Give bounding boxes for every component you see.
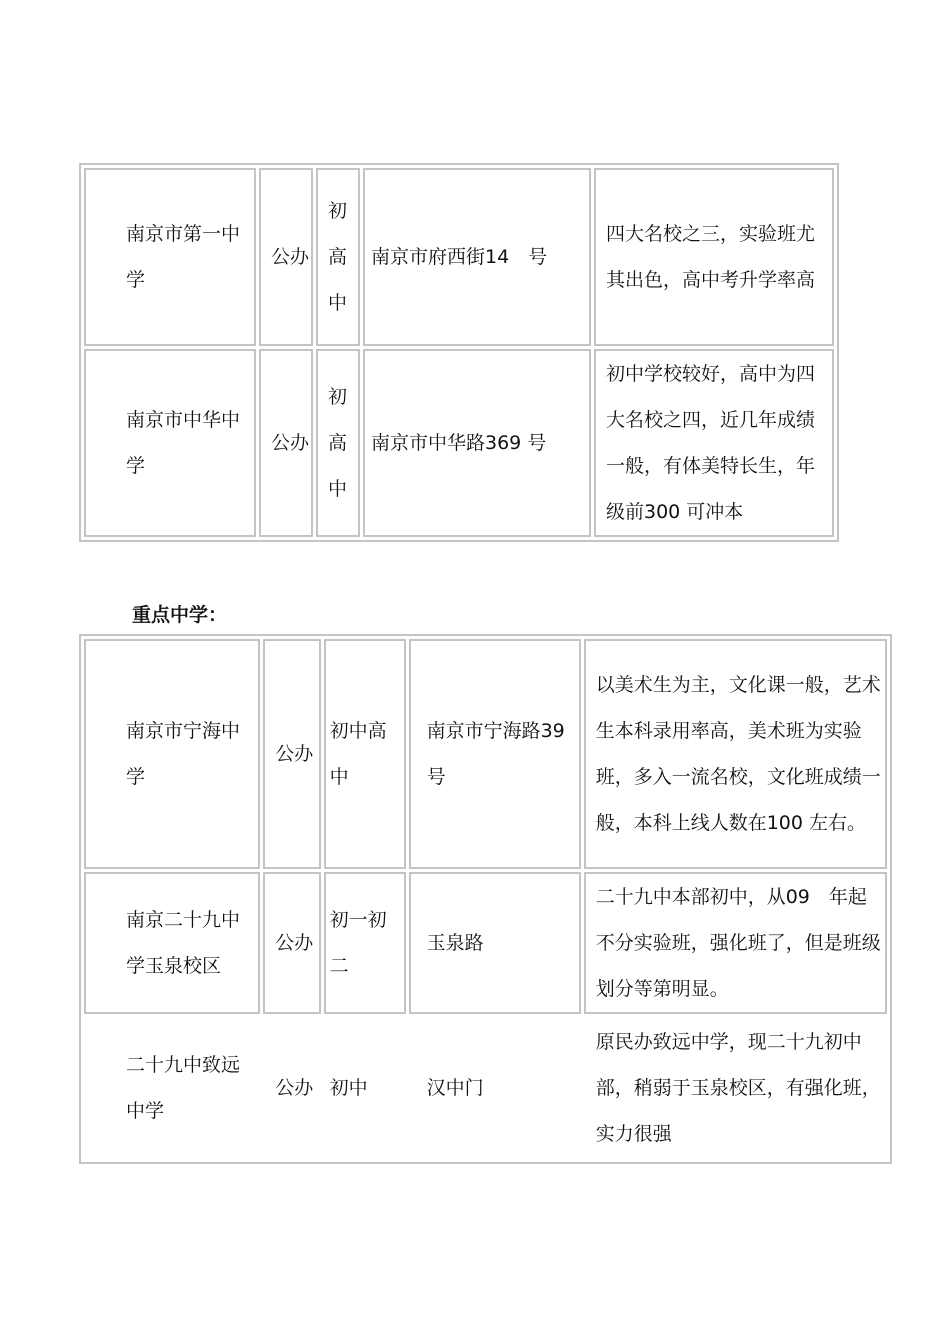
table-row <box>84 349 834 537</box>
school-level-cell <box>316 349 360 537</box>
school-level-text: 初高中 <box>328 200 348 314</box>
school-table-top <box>79 163 839 542</box>
school-name-cell: 南京市宁海中学 <box>84 639 260 869</box>
school-level-text: 初高中 <box>328 386 348 500</box>
school-address-cell: 玉泉路 <box>409 872 581 1014</box>
school-type-cell: 公办 <box>263 639 320 869</box>
school-level-cell <box>316 168 360 346</box>
school-note-cell: 原民办致远中学，现二十九初中部，稍弱于玉泉校区，有强化班，实力很强 <box>595 1031 881 1145</box>
section-heading: 重点中学： <box>132 604 228 626</box>
school-level-cell: 初中 <box>329 1077 368 1099</box>
table-row <box>84 872 887 1014</box>
school-type-cell: 公办 <box>259 349 313 537</box>
school-name-cell: 二十九中致远中学 <box>126 1054 241 1122</box>
school-note-cell: 四大名校之三，实验班尤其出色，高中考升学率高 <box>594 168 834 346</box>
school-note-cell: 以美术生为主，文化课一般，艺术生本科录用率高，美术班为实验班，多入一流名校，文化班成绩一般，本科上线人数在100 左右。 <box>584 639 887 869</box>
school-note-cell: 二十九中本部初中，从09 年起不分实验班，强化班了，但是班级划分等第明显。 <box>584 872 887 1014</box>
school-level-cell: 初中高中 <box>324 639 406 869</box>
table-row <box>84 639 887 869</box>
school-level-cell: 初一初二 <box>324 872 406 1014</box>
school-address-cell: 汉中门 <box>426 1077 484 1099</box>
key-school-table <box>79 634 892 1164</box>
school-name-cell: 南京二十九中学玉泉校区 <box>84 872 260 1014</box>
school-type-cell: 公办 <box>275 1077 314 1099</box>
school-name-cell: 南京市中华中学 <box>84 349 256 537</box>
school-note-cell: 初中学校较好，高中为四大名校之四，近几年成绩一般，有体美特长生，年级前300 可冲本 <box>594 349 834 537</box>
table-row <box>84 168 834 346</box>
table-row <box>84 1017 887 1159</box>
school-address-cell: 南京市宁海路39号 <box>409 639 581 869</box>
school-address-cell: 南京市府西街14 号 <box>363 168 591 346</box>
school-name-cell: 南京市第一中学 <box>84 168 256 346</box>
school-type-cell: 公办 <box>259 168 313 346</box>
school-address-cell: 南京市中华路369 号 <box>363 349 591 537</box>
school-type-cell: 公办 <box>263 872 320 1014</box>
